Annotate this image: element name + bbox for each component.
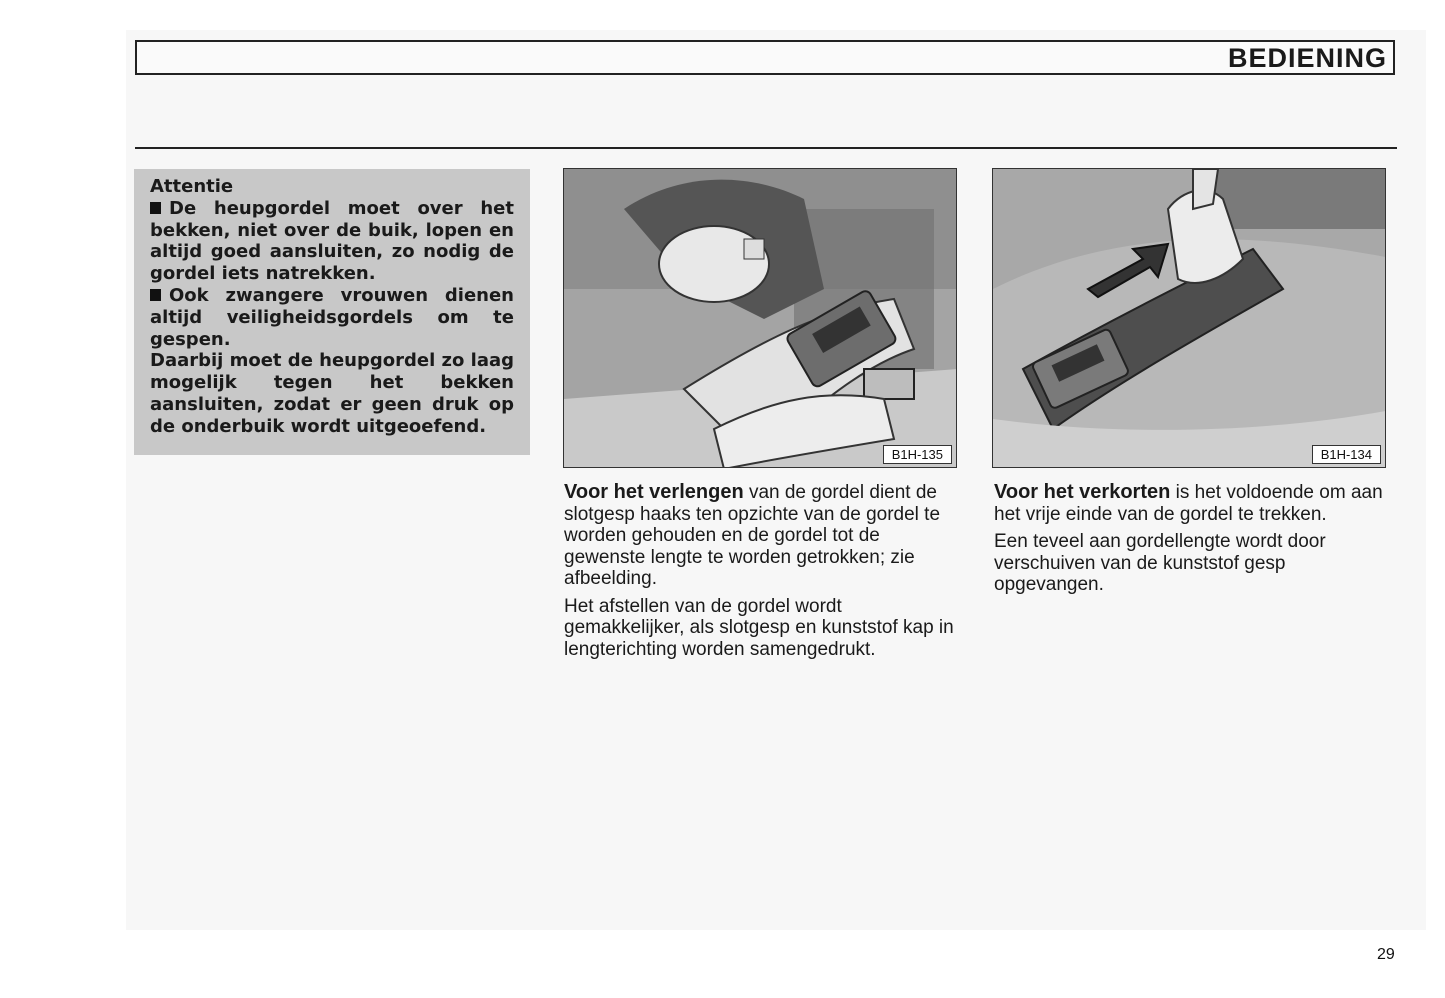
warning-item-text: Ook zwangere vrouwen dienen altijd veiligheidsgordels om te gespen.: [150, 284, 514, 350]
warning-title: Attentie: [150, 176, 234, 197]
paragraph: Het afstellen van de gordel wordt gemakkelijker, als slotgesp en kunststof kap in lengterichting worden samengedrukt.: [564, 595, 954, 660]
text-column-shorten: [994, 482, 1400, 602]
warning-item: [150, 198, 514, 285]
warning-box: [134, 169, 530, 455]
warning-item: [150, 285, 514, 350]
bullet-icon: [150, 289, 161, 301]
page-number: 29: [1377, 946, 1395, 963]
section-header: [135, 40, 1395, 75]
section-title: BEDIENING: [1227, 43, 1387, 73]
paragraph: [994, 482, 1400, 525]
bullet-icon: [150, 202, 161, 214]
paragraph: Een teveel aan gordellengte wordt door verschuiven van de kunststof gesp opgevangen.: [994, 531, 1326, 595]
belt-lengthen-illustration: [564, 169, 957, 468]
divider-rule: [135, 147, 1397, 149]
figure-lengthen-belt: [563, 168, 957, 468]
paragraph-text: van de gordel dient de slotgesp haaks ten opzichte van de gordel te worden gehouden en de gordel tot de gewenste lengte te worden getrokken; zie afbeelding.: [564, 482, 941, 589]
figure-label: B1H-134: [1312, 445, 1381, 464]
paragraph: [564, 482, 960, 590]
warning-item-text: De heupgordel moet over het bekken, niet over de buik, lopen en altijd goed aansluiten, zo nodig de gordel iets natrekken.: [150, 197, 514, 285]
lead-text: Voor het verlengen: [564, 481, 744, 503]
figure-label: B1H-135: [883, 445, 952, 464]
lead-text: Voor het verkorten: [994, 481, 1171, 503]
belt-shorten-illustration: [993, 169, 1386, 468]
text-column-lengthen: [564, 482, 960, 666]
paragraph-text: is het voldoende om aan het vrije einde van de gordel te trekken.: [994, 482, 1383, 525]
figure-shorten-belt: [992, 168, 1386, 468]
warning-item-text: Daarbij moet de heupgordel zo laag mogelijk tegen het bekken aansluiten, zodat er geen druk op de onderbuik wordt uitgeoefend.: [150, 350, 514, 437]
warning-item: [150, 350, 514, 437]
page-background: [126, 30, 1426, 930]
